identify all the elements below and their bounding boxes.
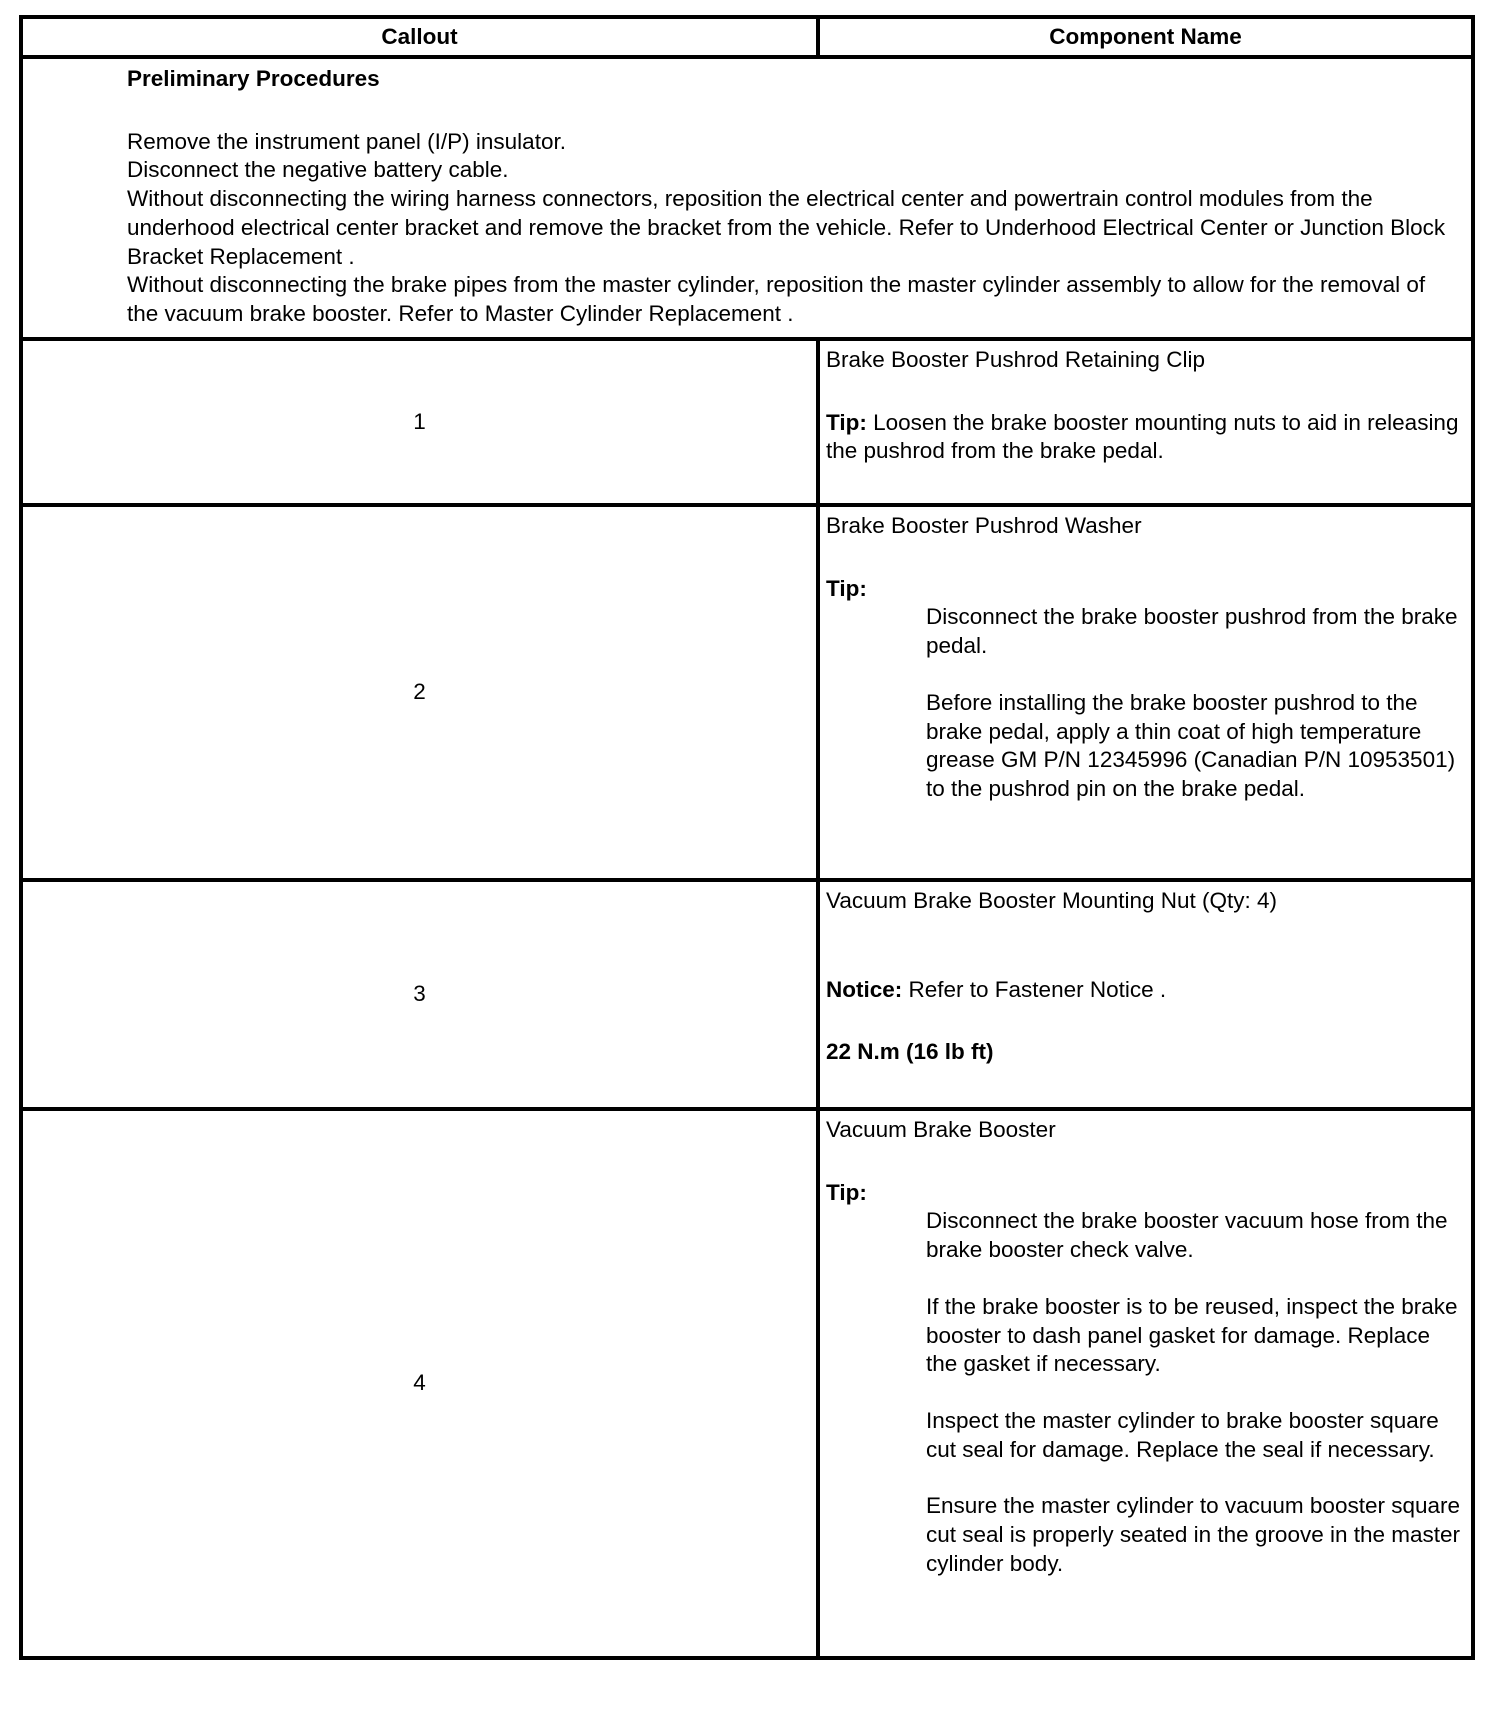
component-cell [818, 505, 1473, 880]
tip-paragraph [826, 409, 1465, 466]
header-component-name: Component Name [818, 17, 1473, 57]
component-name: Vacuum Brake Booster [826, 1117, 1056, 1142]
tip-item: If the brake booster is to be reused, inspect the brake booster to dash panel gasket for damage. Replace the gasket if necessary. [926, 1293, 1458, 1377]
tip-item: Disconnect the brake booster vacuum hose from the brake booster check valve. [926, 1208, 1448, 1263]
tip-item: Disconnect the brake booster pushrod from the brake pedal. [926, 604, 1458, 659]
callout-number: 2 [21, 505, 818, 880]
header-callout: Callout [21, 17, 818, 57]
tip-list [826, 1207, 1465, 1578]
notice-paragraph [826, 976, 1465, 1005]
component-cell [818, 880, 1473, 1109]
notice-text: Refer to Fastener Notice . [902, 976, 1167, 1002]
preliminary-row [21, 57, 1473, 339]
tip-item: Ensure the master cylinder to vacuum booster square cut seal is properly seated in the groove in the master cylinder body. [926, 1493, 1461, 1576]
tip-label: Tip: [826, 575, 867, 601]
notice-label: Notice: [826, 976, 903, 1002]
tip-label: Tip: [826, 1179, 867, 1205]
component-cell [818, 1109, 1473, 1658]
table-row [21, 1109, 1473, 1658]
tip-label: Tip: [826, 409, 867, 435]
callout-number: 4 [21, 1109, 818, 1658]
component-name: Brake Booster Pushrod Washer [826, 513, 1142, 538]
component-name: Brake Booster Pushrod Retaining Clip [826, 347, 1205, 372]
preliminary-title: Preliminary Procedures [127, 66, 380, 91]
tip-text: Loosen the brake booster mounting nuts to aid in releasing the pushrod from the brake pedal. [826, 409, 1459, 464]
table-row [21, 339, 1473, 505]
tip-item: Before installing the brake booster pushrod to the brake pedal, apply a thin coat of high temperature grease GM P/N 12345996 (Canadian P/N 10953501) to the pushrod pin on the brake pedal. [926, 689, 1456, 801]
component-cell [818, 339, 1473, 505]
callout-number: 1 [21, 339, 818, 505]
table-row [21, 880, 1473, 1109]
preliminary-step: Without disconnecting the brake pipes from the master cylinder, reposition the master cylinder assembly to allow for the removal of the vacuum brake booster. Refer to Master Cylinder Replacement . [127, 272, 1426, 326]
torque-spec: 22 N.m (16 lb ft) [826, 1039, 994, 1065]
preliminary-step: Disconnect the negative battery cable. [127, 157, 509, 183]
header-row [21, 17, 1473, 57]
preliminary-step: Without disconnecting the wiring harness connectors, reposition the electrical center and powertrain control modules from the underhood electrical center bracket and remove the bracket from the vehicle. Refer to Underhood Electrical Center or Junction Block Bracket Replacement . [127, 186, 1446, 269]
preliminary-cell [21, 57, 1473, 339]
tip-item: Inspect the master cylinder to brake booster square cut seal for damage. Replace the seal if necessary. [926, 1407, 1439, 1462]
preliminary-step: Remove the instrument panel (I/P) insulator. [127, 128, 566, 154]
tip-list [826, 603, 1465, 803]
table-row [21, 505, 1473, 880]
component-name: Vacuum Brake Booster Mounting Nut (Qty: 4) [826, 888, 1278, 913]
procedure-table [19, 15, 1475, 1660]
callout-number: 3 [21, 880, 818, 1109]
